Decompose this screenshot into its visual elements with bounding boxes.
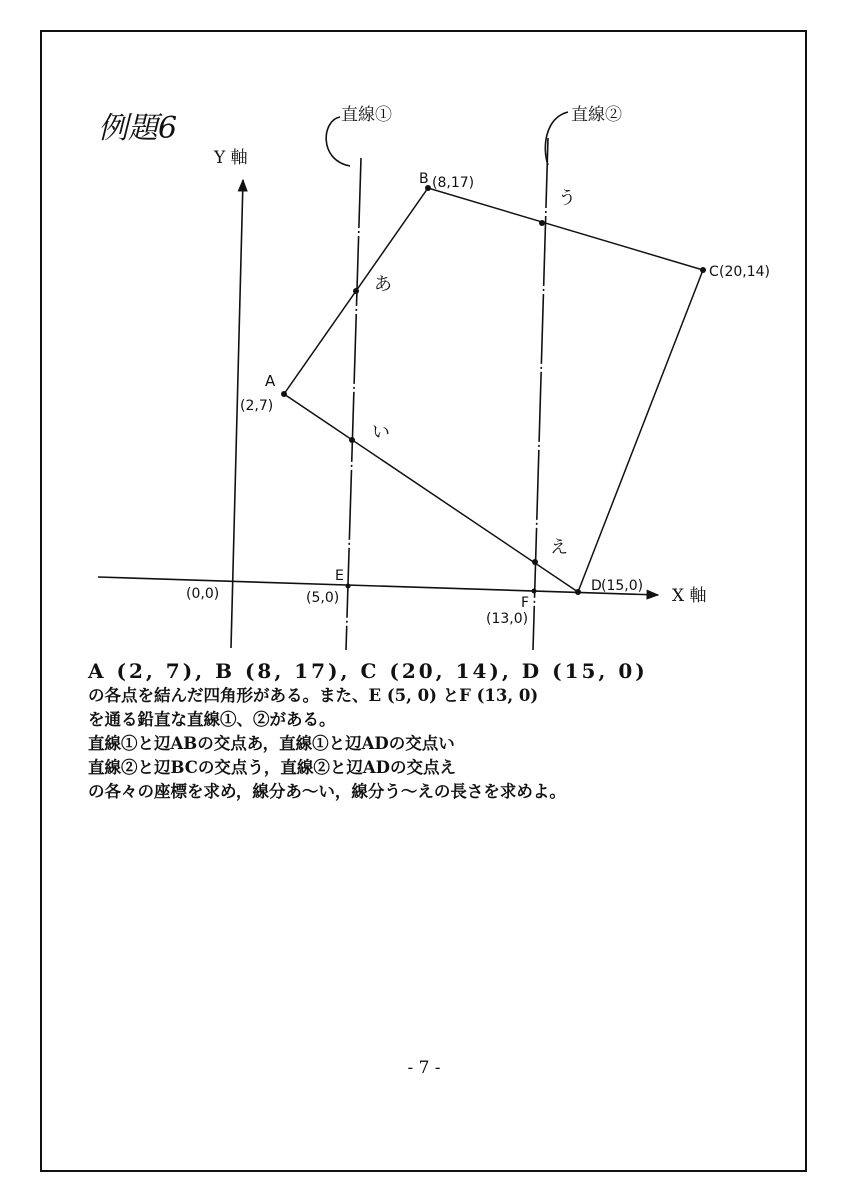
line-2-label: 直線② <box>571 105 622 125</box>
point-a-label: A <box>265 372 276 390</box>
origin-coord: (0,0) <box>186 586 220 602</box>
point-e-coord: (5,0) <box>306 590 340 606</box>
problem-line-1: A (2, 7), B (8, 17), C (20, 14), D (15, 0) <box>88 659 648 683</box>
example-title: 例題6 <box>98 111 178 146</box>
line-1-label: 直線① <box>341 105 392 125</box>
problem-line-4: 直線①と辺ABの交点あ，直線①と辺ADの交点い <box>88 734 455 753</box>
point-i-kana-label: い <box>372 422 390 443</box>
problem-line-6: の各々の座標を求め，線分あ～い，線分う～えの長さを求めよ。 <box>88 782 566 801</box>
line-2 <box>533 138 548 650</box>
problem-line-2: の各点を結んだ四角形がある。また、E (5, 0) とF (13, 0) <box>88 686 539 705</box>
point-e-dot <box>346 584 351 589</box>
point-e-kana-dot <box>532 559 538 565</box>
point-c-coord: (20,14) <box>719 264 771 280</box>
point-u-kana-label: う <box>558 188 576 209</box>
point-a-kana-label: あ <box>374 274 392 295</box>
line-1 <box>346 158 361 650</box>
y-axis <box>231 180 243 648</box>
y-axis-label: Y 軸 <box>214 148 248 168</box>
point-a-kana-dot <box>353 288 359 294</box>
point-i-kana-dot <box>349 437 355 443</box>
point-d-label: D <box>591 578 602 594</box>
x-axis <box>98 577 658 595</box>
point-d-coord: (15,0) <box>601 578 644 594</box>
x-axis-label: X 軸 <box>672 586 707 606</box>
point-f-dot <box>532 589 537 594</box>
point-a-dot <box>281 391 287 397</box>
point-a-coord: (2,7) <box>240 398 274 414</box>
point-e-kana-label: え <box>550 537 568 558</box>
problem-line-3: を通る鉛直な直線①、②がある。 <box>88 710 336 729</box>
point-u-kana-dot <box>539 220 545 226</box>
point-e-label: E <box>335 568 344 584</box>
page-number: - 7 - <box>407 1058 441 1078</box>
point-d-dot <box>575 589 581 595</box>
point-c-dot <box>700 267 706 273</box>
point-c-label: C <box>709 264 719 280</box>
point-b-label: B <box>419 171 429 187</box>
problem-line-5: 直線②と辺BCの交点う，直線②と辺ADの交点え <box>88 758 456 777</box>
point-f-coord: (13,0) <box>486 611 529 627</box>
quadrilateral-abcd <box>284 188 703 592</box>
point-f-label: F <box>521 595 530 611</box>
point-b-coord: (8,17) <box>432 175 475 191</box>
